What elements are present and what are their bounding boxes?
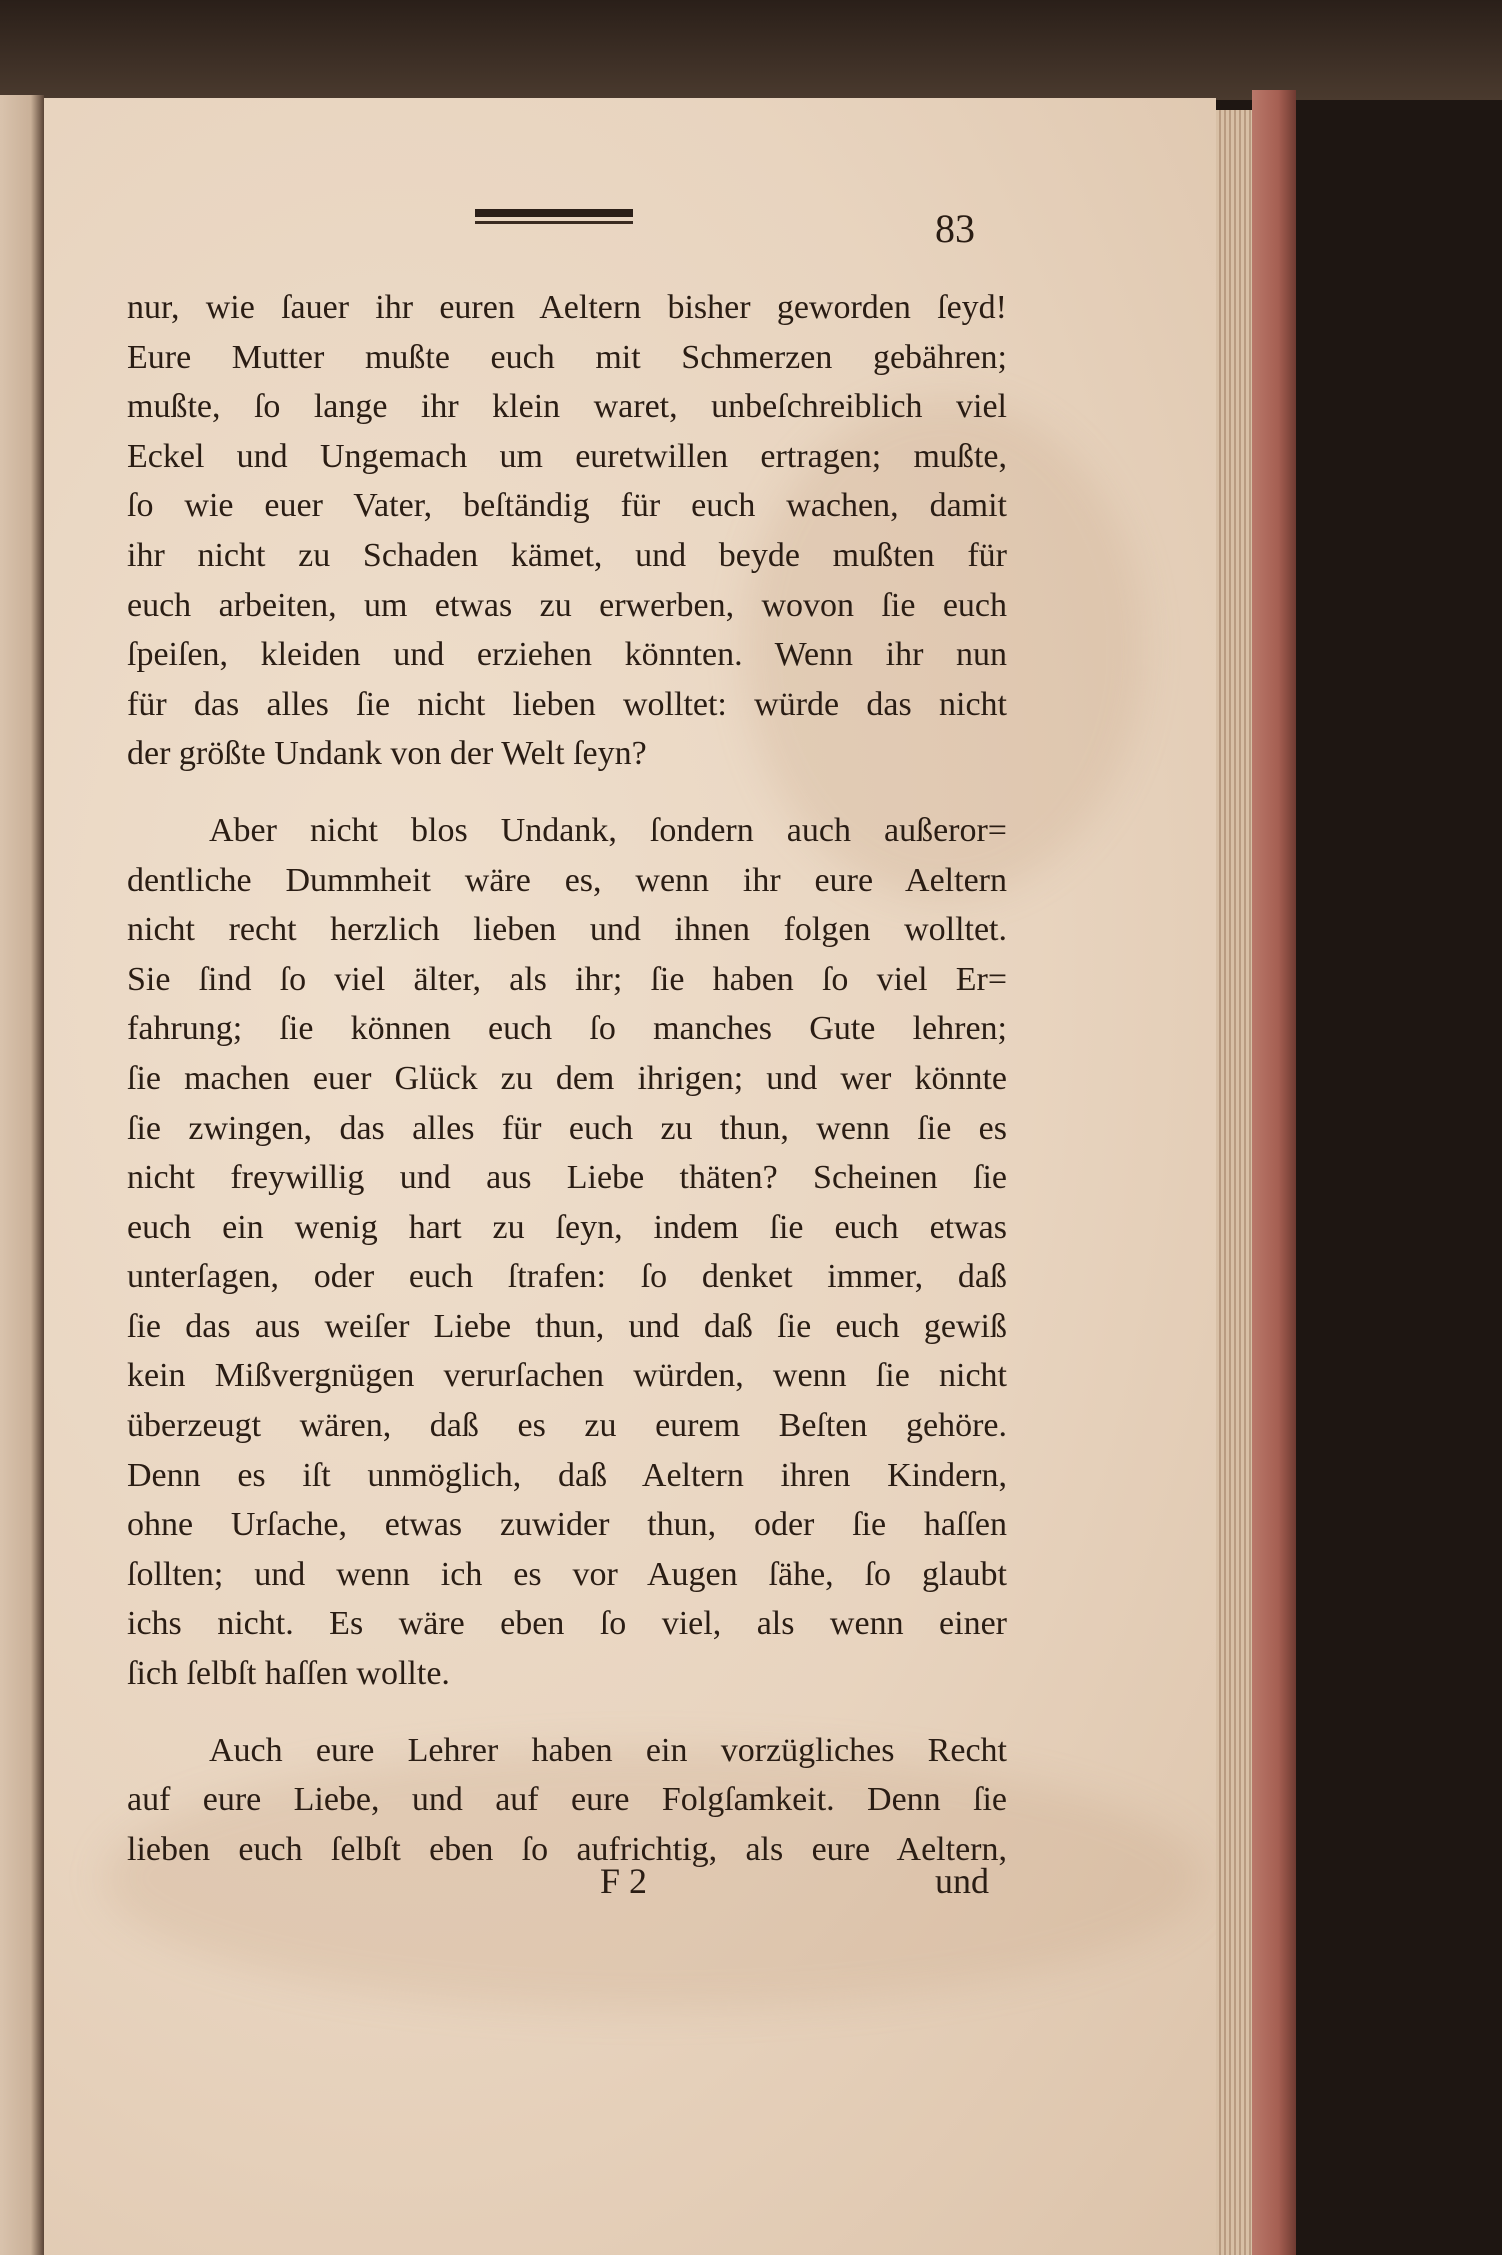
text-line: ſich ſelbſt haſſen wollte. bbox=[127, 1655, 450, 1693]
text-line: Sie ſind ſo viel älter, als ihr; ſie haben ſo viel Er= bbox=[127, 960, 1007, 998]
book-cover-edge bbox=[1252, 90, 1296, 2255]
paragraph bbox=[127, 806, 1007, 1699]
text-line: ſie das aus weiſer Liebe thun, und daß ſie euch gewiß bbox=[127, 1307, 1007, 1345]
text-line: euch ein wenig hart zu ſeyn, indem ſie euch etwas bbox=[127, 1208, 1007, 1246]
paragraph bbox=[127, 1726, 1007, 1875]
catchword: und bbox=[935, 1861, 989, 1901]
text-line: ſie machen euer Glück zu dem ihrigen; und wer könnte bbox=[127, 1059, 1007, 1097]
text-line: ſpeiſen, kleiden und erziehen könnten. Wenn ihr nun bbox=[127, 636, 1007, 674]
text-line: überzeugt wären, daß es zu eurem Beſten gehöre. bbox=[127, 1407, 1007, 1445]
left-page-edge bbox=[0, 95, 44, 2255]
text-line: euch arbeiten, um etwas zu erwerben, wovon ſie euch bbox=[127, 586, 1007, 624]
page-stack-edges bbox=[1216, 110, 1252, 2255]
header-rule-thin bbox=[475, 221, 633, 224]
paragraph bbox=[127, 283, 1007, 779]
text-line: Aber nicht blos Undank, ſondern auch außeror= bbox=[209, 811, 1007, 849]
text-line: ſollten; und wenn ich es vor Augen ſähe, ſo glaubt bbox=[127, 1555, 1007, 1593]
text-line: für das alles ſie nicht lieben wolltet: würde das nicht bbox=[127, 685, 1007, 723]
page-number: 83 bbox=[935, 206, 975, 251]
text-line: auf eure Liebe, und auf eure Folgſamkeit. Denn ſie bbox=[127, 1781, 1007, 1819]
text-line: fahrung; ſie können euch ſo manches Gute lehren; bbox=[127, 1010, 1007, 1048]
text-line: der größte Undank von der Welt ſeyn? bbox=[127, 735, 647, 773]
text-line: nicht recht herzlich lieben und ihnen folgen wolltet. bbox=[127, 911, 1007, 949]
signature-mark: F 2 bbox=[600, 1861, 648, 1901]
scan-background-top bbox=[0, 0, 1502, 100]
text-line: nicht freywillig und aus Liebe thäten? Scheinen ſie bbox=[127, 1159, 1007, 1197]
text-line: nur, wie ſauer ihr euren Aeltern bisher geworden ſeyd! bbox=[127, 289, 1007, 326]
text-line: unterſagen, oder euch ſtrafen: ſo denket immer, daß bbox=[127, 1258, 1007, 1296]
body-text bbox=[127, 283, 1007, 1874]
text-line: Eckel und Ungemach um euretwillen ertragen; mußte, bbox=[127, 437, 1007, 475]
text-line: kein Mißvergnügen verurſachen würden, wenn ſie nicht bbox=[127, 1357, 1007, 1395]
text-line: dentliche Dummheit wäre es, wenn ihr eure Aeltern bbox=[127, 861, 1007, 899]
text-line: Auch eure Lehrer haben ein vorzügliches Recht bbox=[209, 1731, 1007, 1769]
text-line: ihr nicht zu Schaden kämet, und beyde mußten für bbox=[127, 536, 1007, 574]
text-line: ſo wie euer Vater, beſtändig für euch wachen, damit bbox=[127, 487, 1007, 525]
text-line: Denn es iſt unmöglich, daß Aeltern ihren Kindern, bbox=[127, 1456, 1007, 1494]
text-line: lieben euch ſelbſt eben ſo aufrichtig, als eure Aeltern, bbox=[127, 1830, 1007, 1868]
text-line: Eure Mutter mußte euch mit Schmerzen gebähren; bbox=[127, 338, 1007, 376]
text-line: ſie zwingen, das alles für euch zu thun, wenn ſie es bbox=[127, 1109, 1007, 1147]
text-line: ohne Urſache, etwas zuwider thun, oder ſie haſſen bbox=[127, 1506, 1007, 1544]
text-line: ichs nicht. Es wäre eben ſo viel, als wenn einer bbox=[127, 1605, 1007, 1643]
header-rule-thick bbox=[475, 209, 633, 217]
text-line: mußte, ſo lange ihr klein waret, unbeſchreiblich viel bbox=[127, 388, 1007, 426]
